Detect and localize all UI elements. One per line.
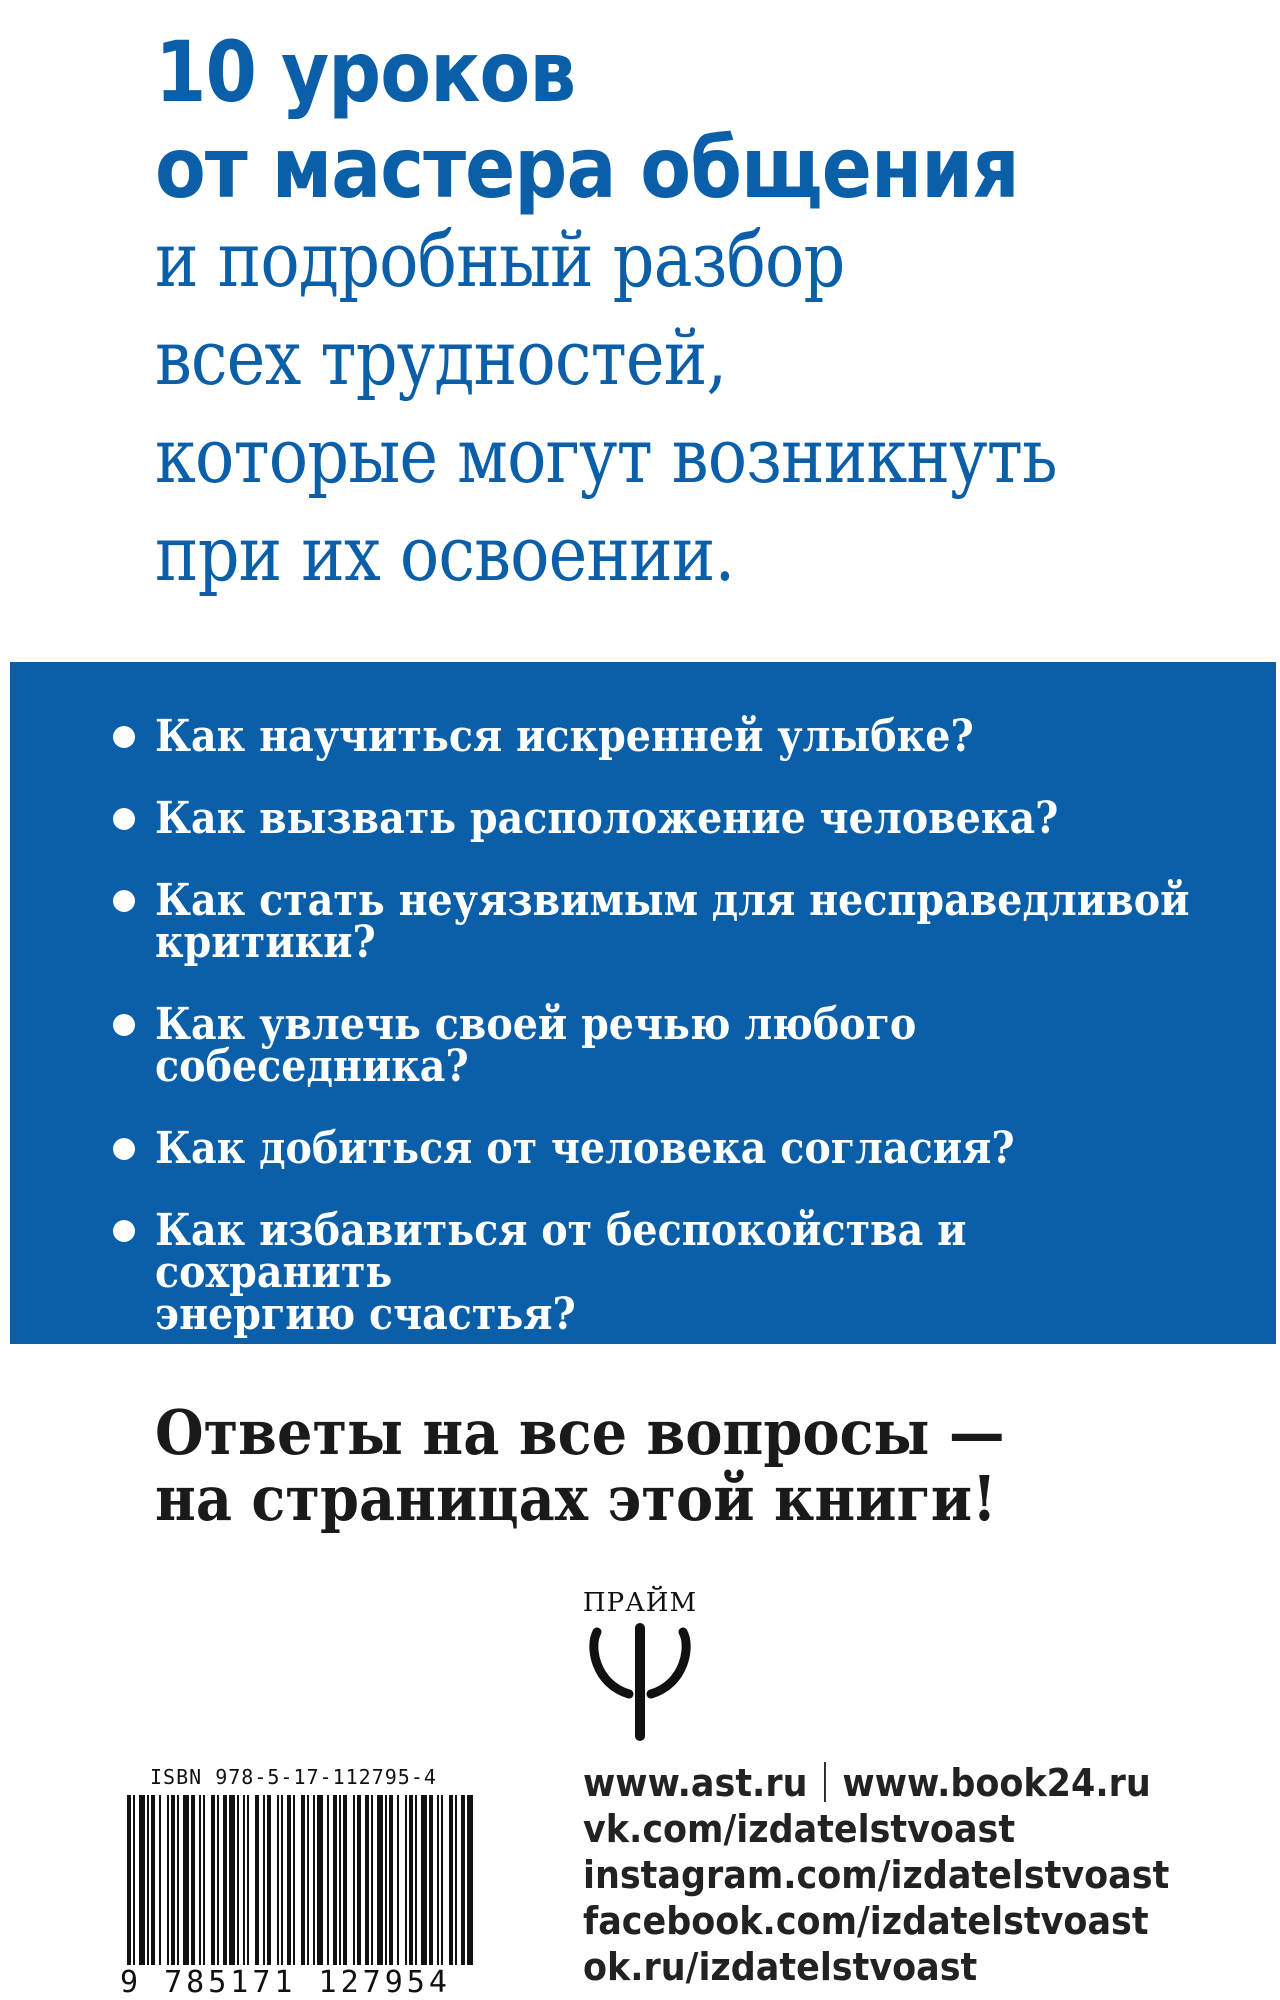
publisher-links: [583, 1760, 1263, 1990]
barcode-bar: [307, 1795, 309, 1965]
barcode-bar: [409, 1795, 413, 1965]
barcode-bar: [217, 1795, 219, 1965]
bullet-icon: [113, 890, 135, 912]
barcode-bar: [389, 1795, 393, 1965]
barcode-bar: [333, 1795, 337, 1965]
questions-panel: [10, 662, 1276, 1344]
barcode-bar: [313, 1795, 315, 1965]
barcode-bar: [263, 1795, 265, 1965]
barcode-bar: [405, 1795, 407, 1965]
barcode-bar: [467, 1795, 473, 1965]
bullet-icon: [113, 1138, 135, 1160]
barcode-bar: [177, 1795, 179, 1965]
barcode-bar: [247, 1795, 249, 1965]
question-text: Как вызвать расположение человека?: [155, 793, 1059, 844]
barcode-bar: [255, 1795, 259, 1965]
barcode-bar: [397, 1795, 399, 1965]
barcode-bar: [159, 1795, 161, 1965]
bullet-icon: [113, 808, 135, 830]
barcode-bar: [301, 1795, 305, 1965]
barcode-bar: [371, 1795, 373, 1965]
barcode-bar: [243, 1795, 245, 1965]
answer-line-2: на страницах этой книги!: [155, 1462, 997, 1535]
barcode-bar: [167, 1795, 169, 1965]
barcode-bar: [229, 1795, 235, 1965]
barcode-bar: [343, 1795, 347, 1965]
barcode-bar: [317, 1795, 323, 1965]
headline-line-4: всех трудностей,: [155, 313, 727, 402]
barcode-bar: [377, 1795, 383, 1965]
barcode-bar: [415, 1795, 417, 1965]
barcode-bar: [449, 1795, 453, 1965]
headline-line-3: и подробный разбор: [155, 215, 845, 304]
question-item: [10, 1205, 1276, 1340]
question-text: Как стать неуязвимым для несправедливой критики?: [155, 875, 1190, 968]
link-ast[interactable]: www.ast.ru: [583, 1761, 808, 1805]
barcode-bar: [277, 1795, 279, 1965]
barcode-bar: [441, 1795, 443, 1965]
isbn-label: ISBN 978-5-17-112795-4: [150, 1765, 437, 1789]
barcode-bar: [353, 1795, 355, 1965]
barcode-bar: [151, 1795, 155, 1965]
question-text: Как научиться искренней улыбке?: [155, 711, 974, 762]
barcode-bar: [203, 1795, 205, 1965]
barcode-bar: [133, 1795, 135, 1965]
barcode-bar: [199, 1795, 201, 1965]
question-text: Как избавиться от беспокойства и сохранить энергию счастья?: [155, 1205, 967, 1340]
answer-line-1: Ответы на все вопросы —: [155, 1396, 1005, 1469]
link-book24[interactable]: www.book24.ru: [842, 1761, 1151, 1805]
headline: [155, 23, 1215, 614]
barcode-bar: [429, 1795, 433, 1965]
question-text: Как добиться от человека согласия?: [155, 1123, 1015, 1174]
barcode-bar: [385, 1795, 387, 1965]
barcode-bar: [287, 1795, 291, 1965]
barcode-bar: [147, 1795, 149, 1965]
question-item: [10, 711, 1276, 762]
barcode-bar: [455, 1795, 457, 1965]
question-item: [10, 1123, 1276, 1174]
logo-text: ПРАЙМ: [582, 1588, 698, 1618]
question-item: [10, 999, 1276, 1092]
barcode-bar: [421, 1795, 427, 1965]
barcode-bar: [357, 1795, 361, 1965]
barcode-bar: [183, 1795, 189, 1965]
link-instagram[interactable]: instagram.com/izdatelstvoast: [583, 1853, 1170, 1897]
barcode-bar: [171, 1795, 175, 1965]
barcode-bar: [461, 1795, 465, 1965]
barcode-number: 9 785171 127954: [120, 1965, 451, 2000]
headline-line-1: 10 уроков: [155, 23, 576, 121]
bullet-icon: [113, 1014, 135, 1036]
barcode-bar: [267, 1795, 271, 1965]
question-item: [10, 875, 1276, 968]
link-facebook[interactable]: facebook.com/izdatelstvoast: [583, 1899, 1149, 1943]
publisher-logo: [575, 1588, 705, 1748]
barcode-bar: [293, 1795, 295, 1965]
barcode-bar: [281, 1795, 283, 1965]
barcode-bar: [365, 1795, 369, 1965]
divider: [824, 1762, 826, 1802]
headline-line-5: которые могут возникнуть: [155, 411, 1057, 500]
barcode-bar: [237, 1795, 239, 1965]
headline-line-6: при их освоении.: [155, 509, 735, 598]
barcode-bar: [139, 1795, 145, 1965]
psi-icon: [575, 1588, 705, 1748]
barcode-bar: [223, 1795, 227, 1965]
barcode-bar: [191, 1795, 195, 1965]
barcode-bar: [127, 1795, 131, 1965]
answer-callout: [155, 1396, 1215, 1535]
headline-line-2: от мастера общения: [155, 119, 1019, 217]
question-item: [10, 793, 1276, 844]
questions-list: [10, 711, 1276, 1376]
barcode: [125, 1795, 475, 1970]
barcode-bar: [211, 1795, 215, 1965]
bullet-icon: [113, 726, 135, 748]
barcode-bar: [437, 1795, 439, 1965]
question-text: Как увлечь своей речью любого собеседника?: [155, 999, 917, 1092]
bullet-icon: [113, 1220, 135, 1242]
link-ok[interactable]: ok.ru/izdatelstvoast: [583, 1945, 978, 1989]
link-vk[interactable]: vk.com/izdatelstvoast: [583, 1807, 1016, 1851]
barcode-bar: [327, 1795, 329, 1965]
barcode-bar: [339, 1795, 341, 1965]
